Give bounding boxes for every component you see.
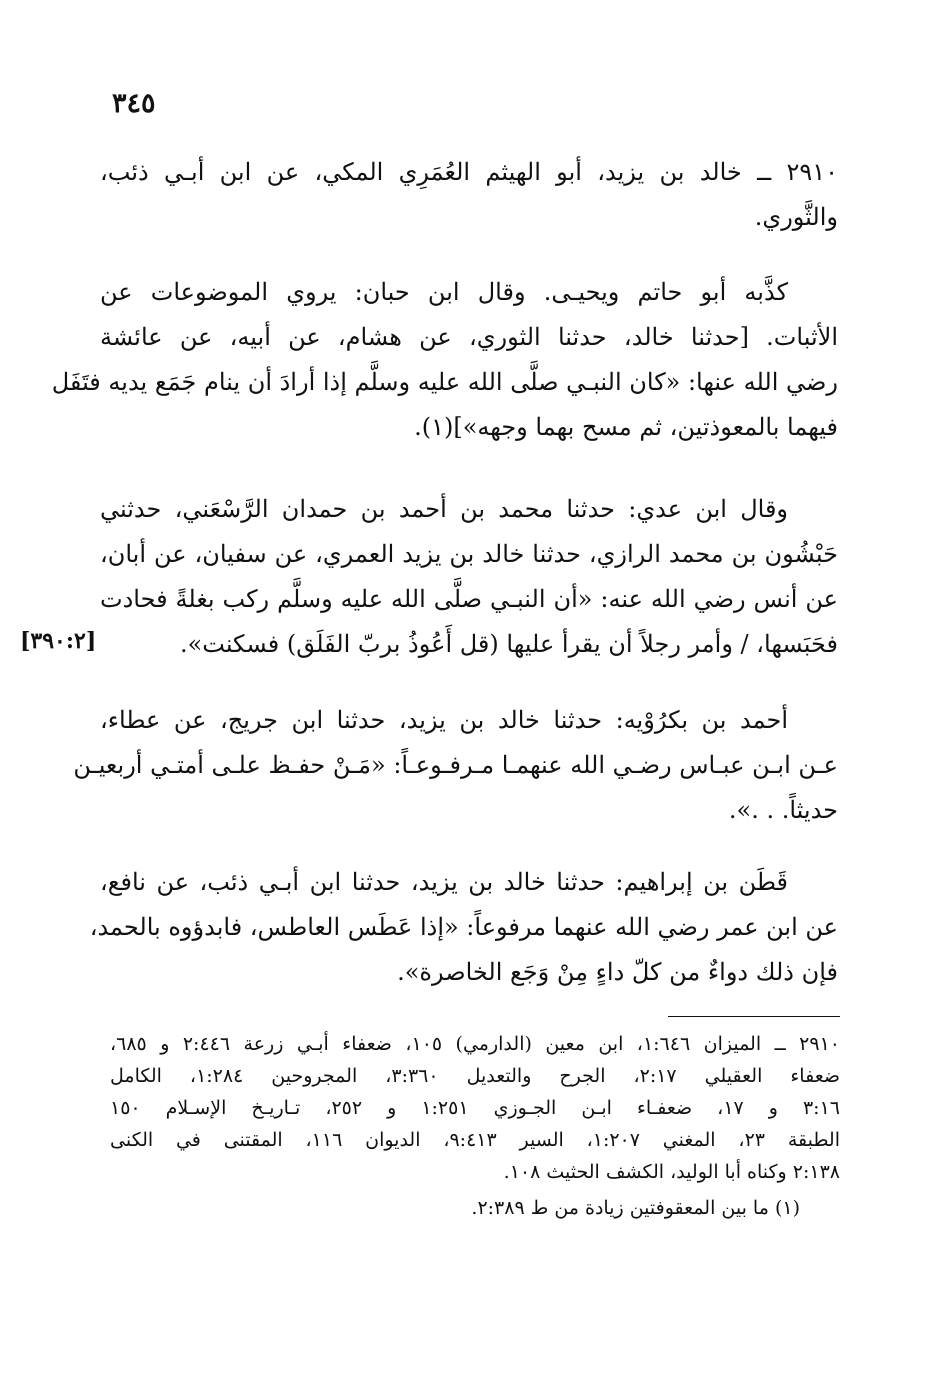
text-line: عن أنس رضي الله عنه: «أن النبـي صلَّى الله عليه وسلَّم ركب بغلةً فحادت (100, 585, 838, 613)
paragraph (89, 860, 838, 995)
text-line: فحَبَسها، / وأمر رجلاً أن يقرأ عليها (قل أَعُوذُ بربّ الفَلَق) فسكنت». (179, 630, 838, 658)
footnotes (110, 1028, 840, 1224)
text-line: حديثاً. . .». (728, 796, 838, 824)
footnote-line: ٢٩١٠ ــ الميزان ١:٦٤٦، ابن معين (الدارمي) ١٠٥، ضعفاء أبـي زرعة ٢:٤٤٦ و ٦٨٥، (110, 1033, 840, 1055)
paragraph (51, 270, 838, 450)
text-line: فإن ذلك دواءٌ من كلّ داءٍ مِنْ وَجَع الخاصرة». (397, 958, 838, 986)
paragraph (73, 698, 838, 833)
text-line: فيهما بالمعوذتين، ثم مسح بهما وجهه»](١). (414, 413, 838, 441)
paragraph (100, 487, 838, 667)
text-line: كذَّبه أبو حاتم ويحيـى. وقال ابن حبان: يروي الموضوعات عن (100, 278, 788, 306)
text-line: والثَّوري. (754, 203, 838, 231)
text-line: قَطَن بن إبراهيم: حدثنا خالد بن يزيد، حدثنا ابن أبـي ذئب، عن نافع، (100, 868, 788, 896)
text-line: الأثبات. [حدثنا خالد، حدثنا الثوري، عن هشام، عن أبيه، عن عائشة (100, 323, 838, 351)
footnote-note: (١) ما بين المعقوفتين زيادة من ط ٢:٣٨٩. (471, 1197, 800, 1219)
footnote-divider (668, 1016, 840, 1017)
text-line: وقال ابن عدي: حدثنا محمد بن أحمد بن حمدان الرَّسْعَني، حدثني (100, 495, 788, 523)
text-line: عن ابن عمر رضي الله عنهما مرفوعاً: «إذا عَطَس العاطس، فابدؤوه بالحمد، (89, 913, 838, 941)
text-line: عـن ابـن عبـاس رضـي الله عنهمـا مـرفـوعـاً: «مَـنْ حفـظ علـى أمتـي أربعيـن (73, 751, 838, 779)
text-line: ٢٩١٠ ــ خالد بن يزيد، أبو الهيثم العُمَرِي المكي، عن ابن أبـي ذئب، (100, 158, 838, 186)
margin-reference: [٣٩٠:٢] (20, 628, 97, 654)
text-line: أحمد بن بكرُوْيه: حدثنا خالد بن يزيد، حدثنا ابن جريج، عن عطاء، (100, 706, 788, 734)
footnote-line: ٣:١٦ و ١٧، ضعفـاء ابـن الجـوزي ١:٢٥١ و ٢٥٢، تـاريـخ الإسـلام ١٥٠ (110, 1097, 840, 1119)
footnote-line: الطبقة ٢٣، المغني ١:٢٠٧، السير ٩:٤١٣، الديوان ١١٦، المقتنى في الكنى (110, 1129, 841, 1151)
page-number: ٣٤٥ (112, 88, 156, 119)
footnote-line: ضعفاء العقيلي ٢:١٧، الجرح والتعديل ٣:٣٦٠، المجروحين ١:٢٨٤، الكامل (110, 1065, 841, 1087)
text-line: حَبْشُون بن محمد الرازي، حدثنا خالد بن يزيد العمري، عن سفيان، عن أبان، (100, 540, 838, 568)
text-line: رضي الله عنها: «كان النبـي صلَّى الله عليه وسلَّم إذا أرادَ أن ينام جَمَع يديه فتَفَل (51, 368, 838, 396)
footnote-line: ٢:١٣٨ وكناه أبا الوليد، الكشف الحثيث ١٠٨. (503, 1161, 840, 1183)
entry-heading (100, 150, 838, 240)
